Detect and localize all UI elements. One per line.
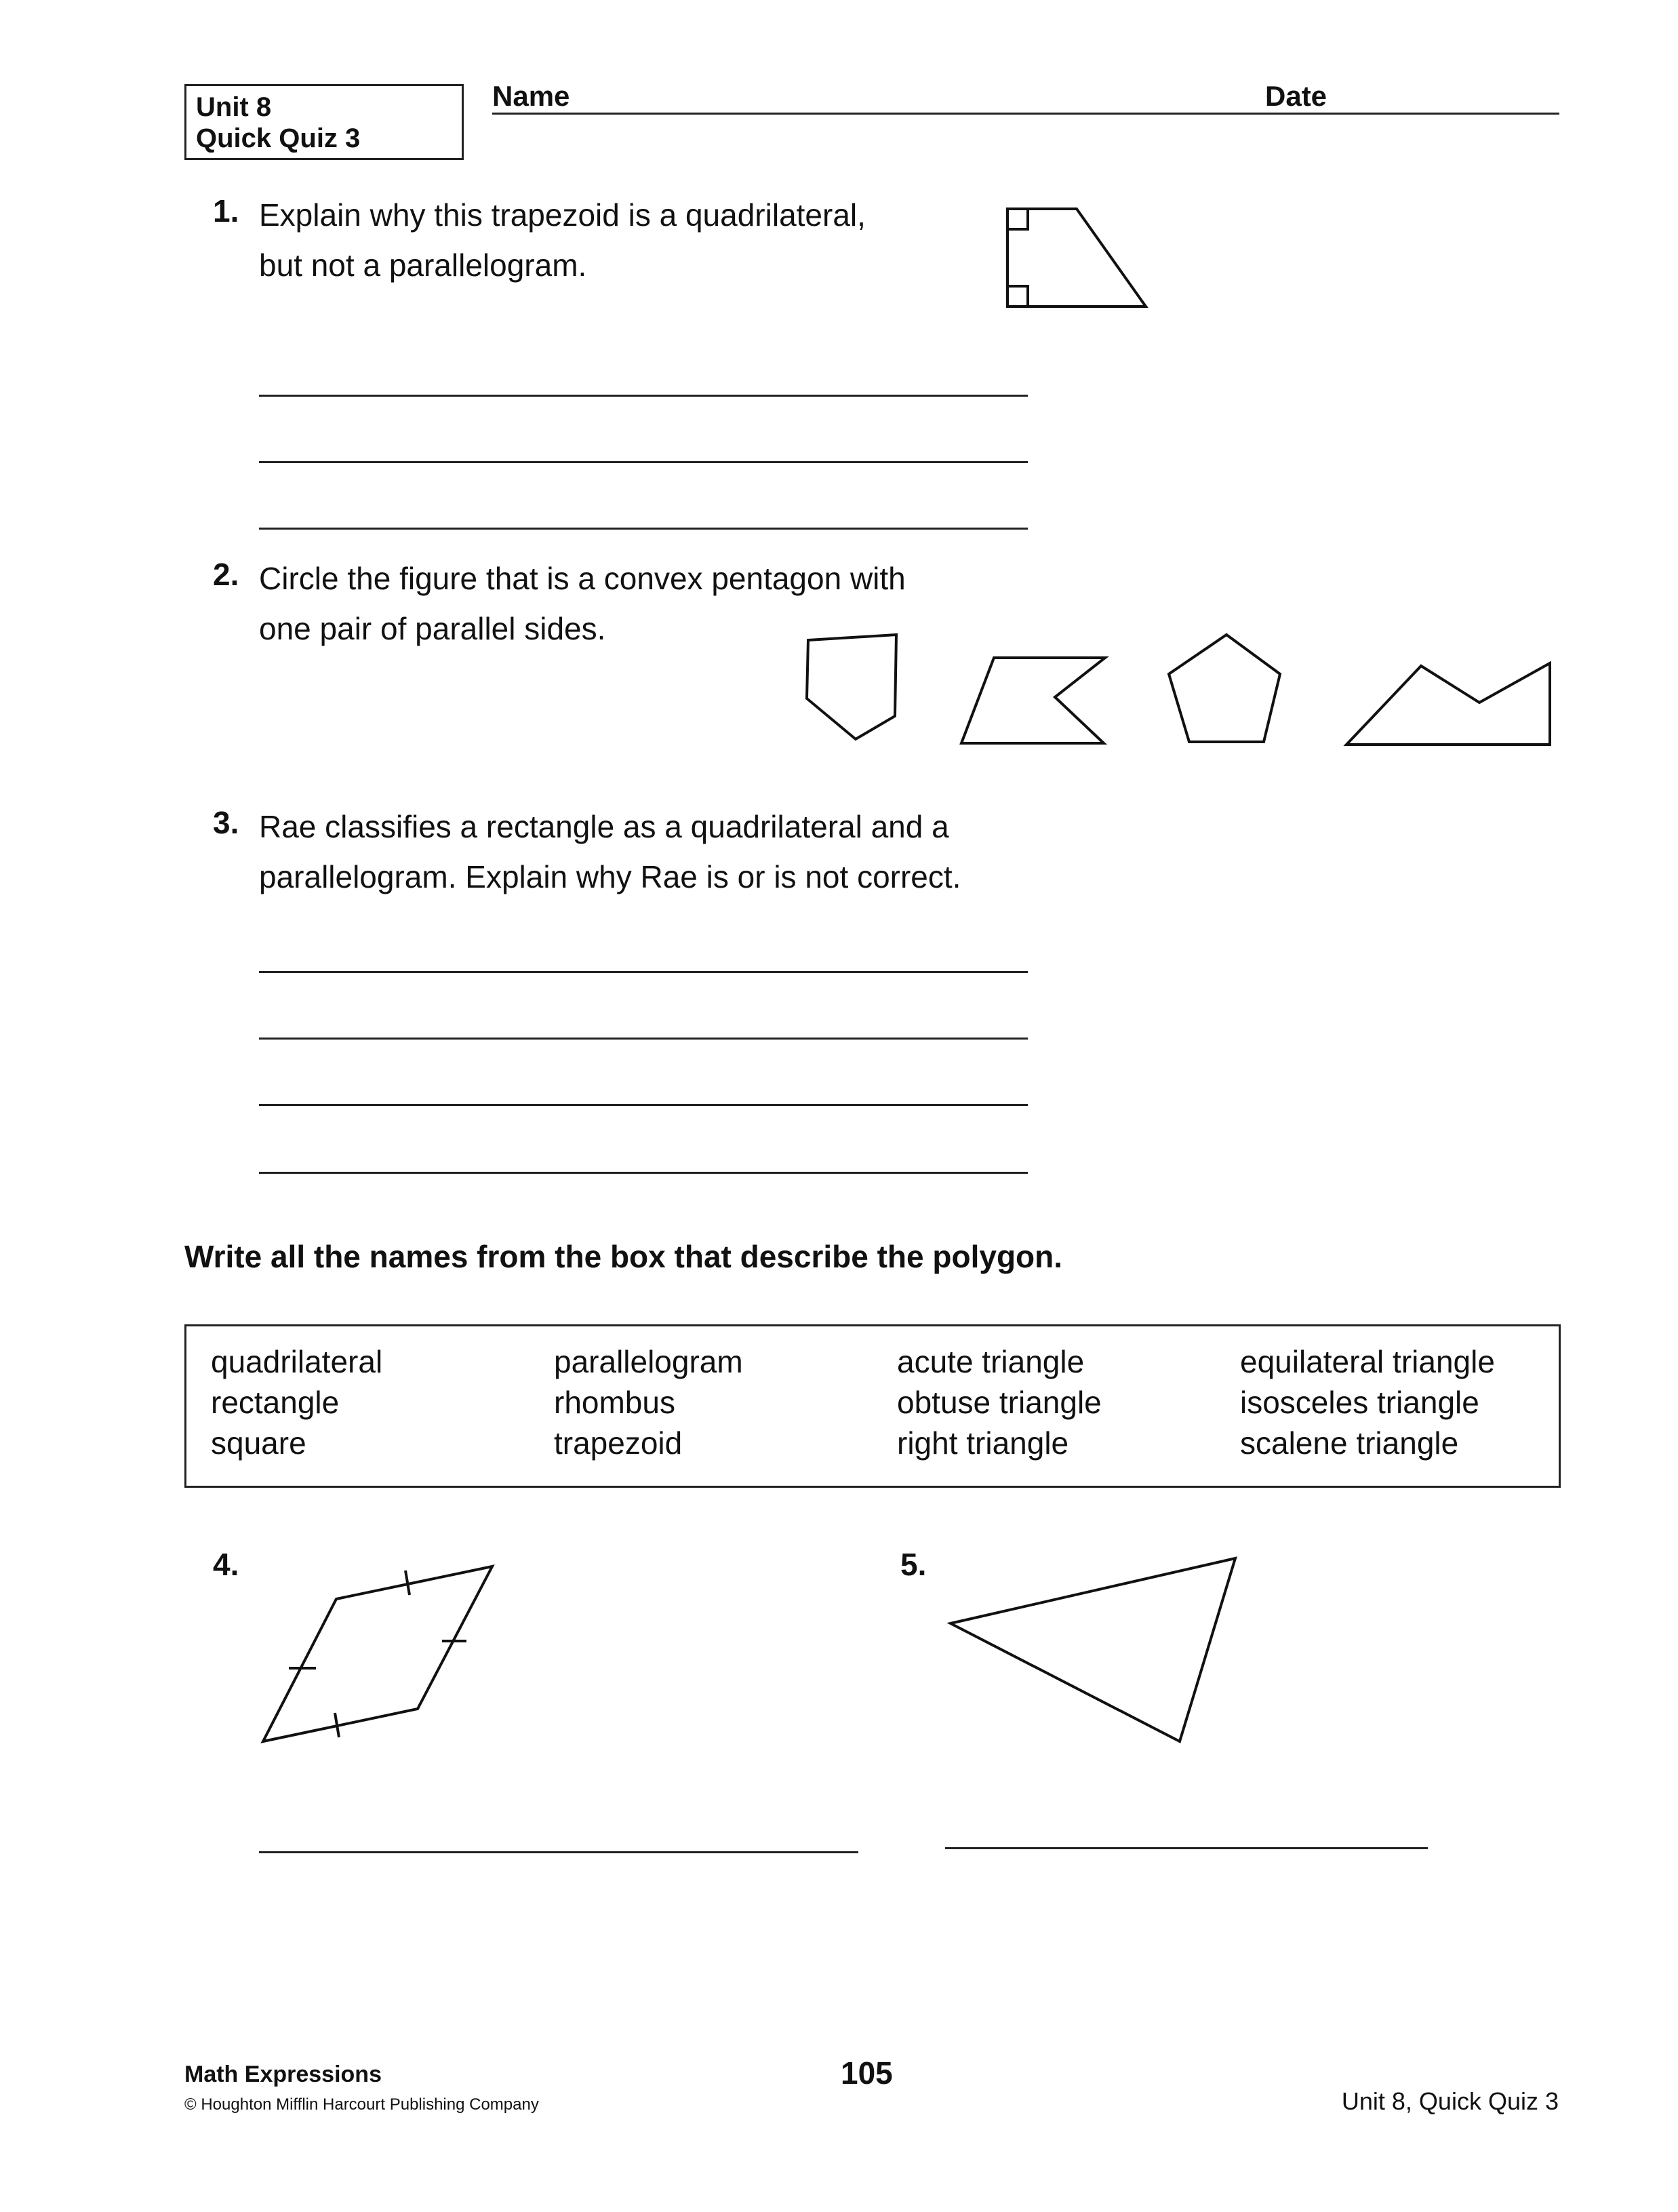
name-label: Name (492, 80, 570, 112)
name-trapezoid: trapezoid (554, 1425, 683, 1461)
question-1-number: 1. (213, 193, 239, 229)
question-1-line-1: Explain why this trapezoid is a quadrilateral, (259, 197, 866, 233)
question-4-number: 4. (213, 1547, 239, 1582)
question-3-line-2: parallelogram. Explain why Rae is or is not correct. (259, 859, 961, 894)
unit-title: Unit 8 (196, 92, 272, 122)
name-parallelogram: parallelogram (554, 1344, 743, 1379)
name-rectangle: rectangle (211, 1385, 340, 1420)
name-right-triangle: right triangle (897, 1425, 1069, 1461)
page-number: 105 (841, 2055, 893, 2091)
name-square: square (211, 1425, 306, 1461)
question-5-number: 5. (900, 1547, 927, 1582)
name-isosceles-triangle: isosceles triangle (1240, 1385, 1479, 1420)
name-equilateral-triangle: equilateral triangle (1240, 1344, 1495, 1379)
question-2-line-1: Circle the figure that is a convex pentagon with (259, 561, 906, 596)
name-quadrilateral: quadrilateral (211, 1344, 383, 1379)
question-1-line-2: but not a parallelogram. (259, 248, 587, 283)
footer-brand: Math Expressions (184, 2061, 382, 2087)
name-scalene-triangle: scalene triangle (1240, 1425, 1459, 1461)
name-obtuse-triangle: obtuse triangle (897, 1385, 1102, 1420)
name-rhombus: rhombus (554, 1385, 675, 1420)
footer-copyright: © Houghton Mifflin Harcourt Publishing Company (184, 2095, 539, 2114)
triangle-shape (951, 1558, 1235, 1741)
instruction-text: Write all the names from the box that describe the polygon. (184, 1239, 1063, 1274)
quiz-title: Quick Quiz 3 (196, 123, 361, 153)
question-5-answer-line[interactable] (945, 1847, 1428, 1849)
question-3-line-1: Rae classifies a rectangle as a quadrilateral and a (259, 809, 949, 844)
footer-unit-quiz: Unit 8, Quick Quiz 3 (1341, 2087, 1559, 2115)
name-acute-triangle: acute triangle (897, 1344, 1085, 1379)
question-3-number: 3. (213, 805, 239, 840)
date-label: Date (1265, 80, 1327, 112)
question-2-line-2: one pair of parallel sides. (259, 611, 606, 646)
question-2-number: 2. (213, 557, 239, 592)
